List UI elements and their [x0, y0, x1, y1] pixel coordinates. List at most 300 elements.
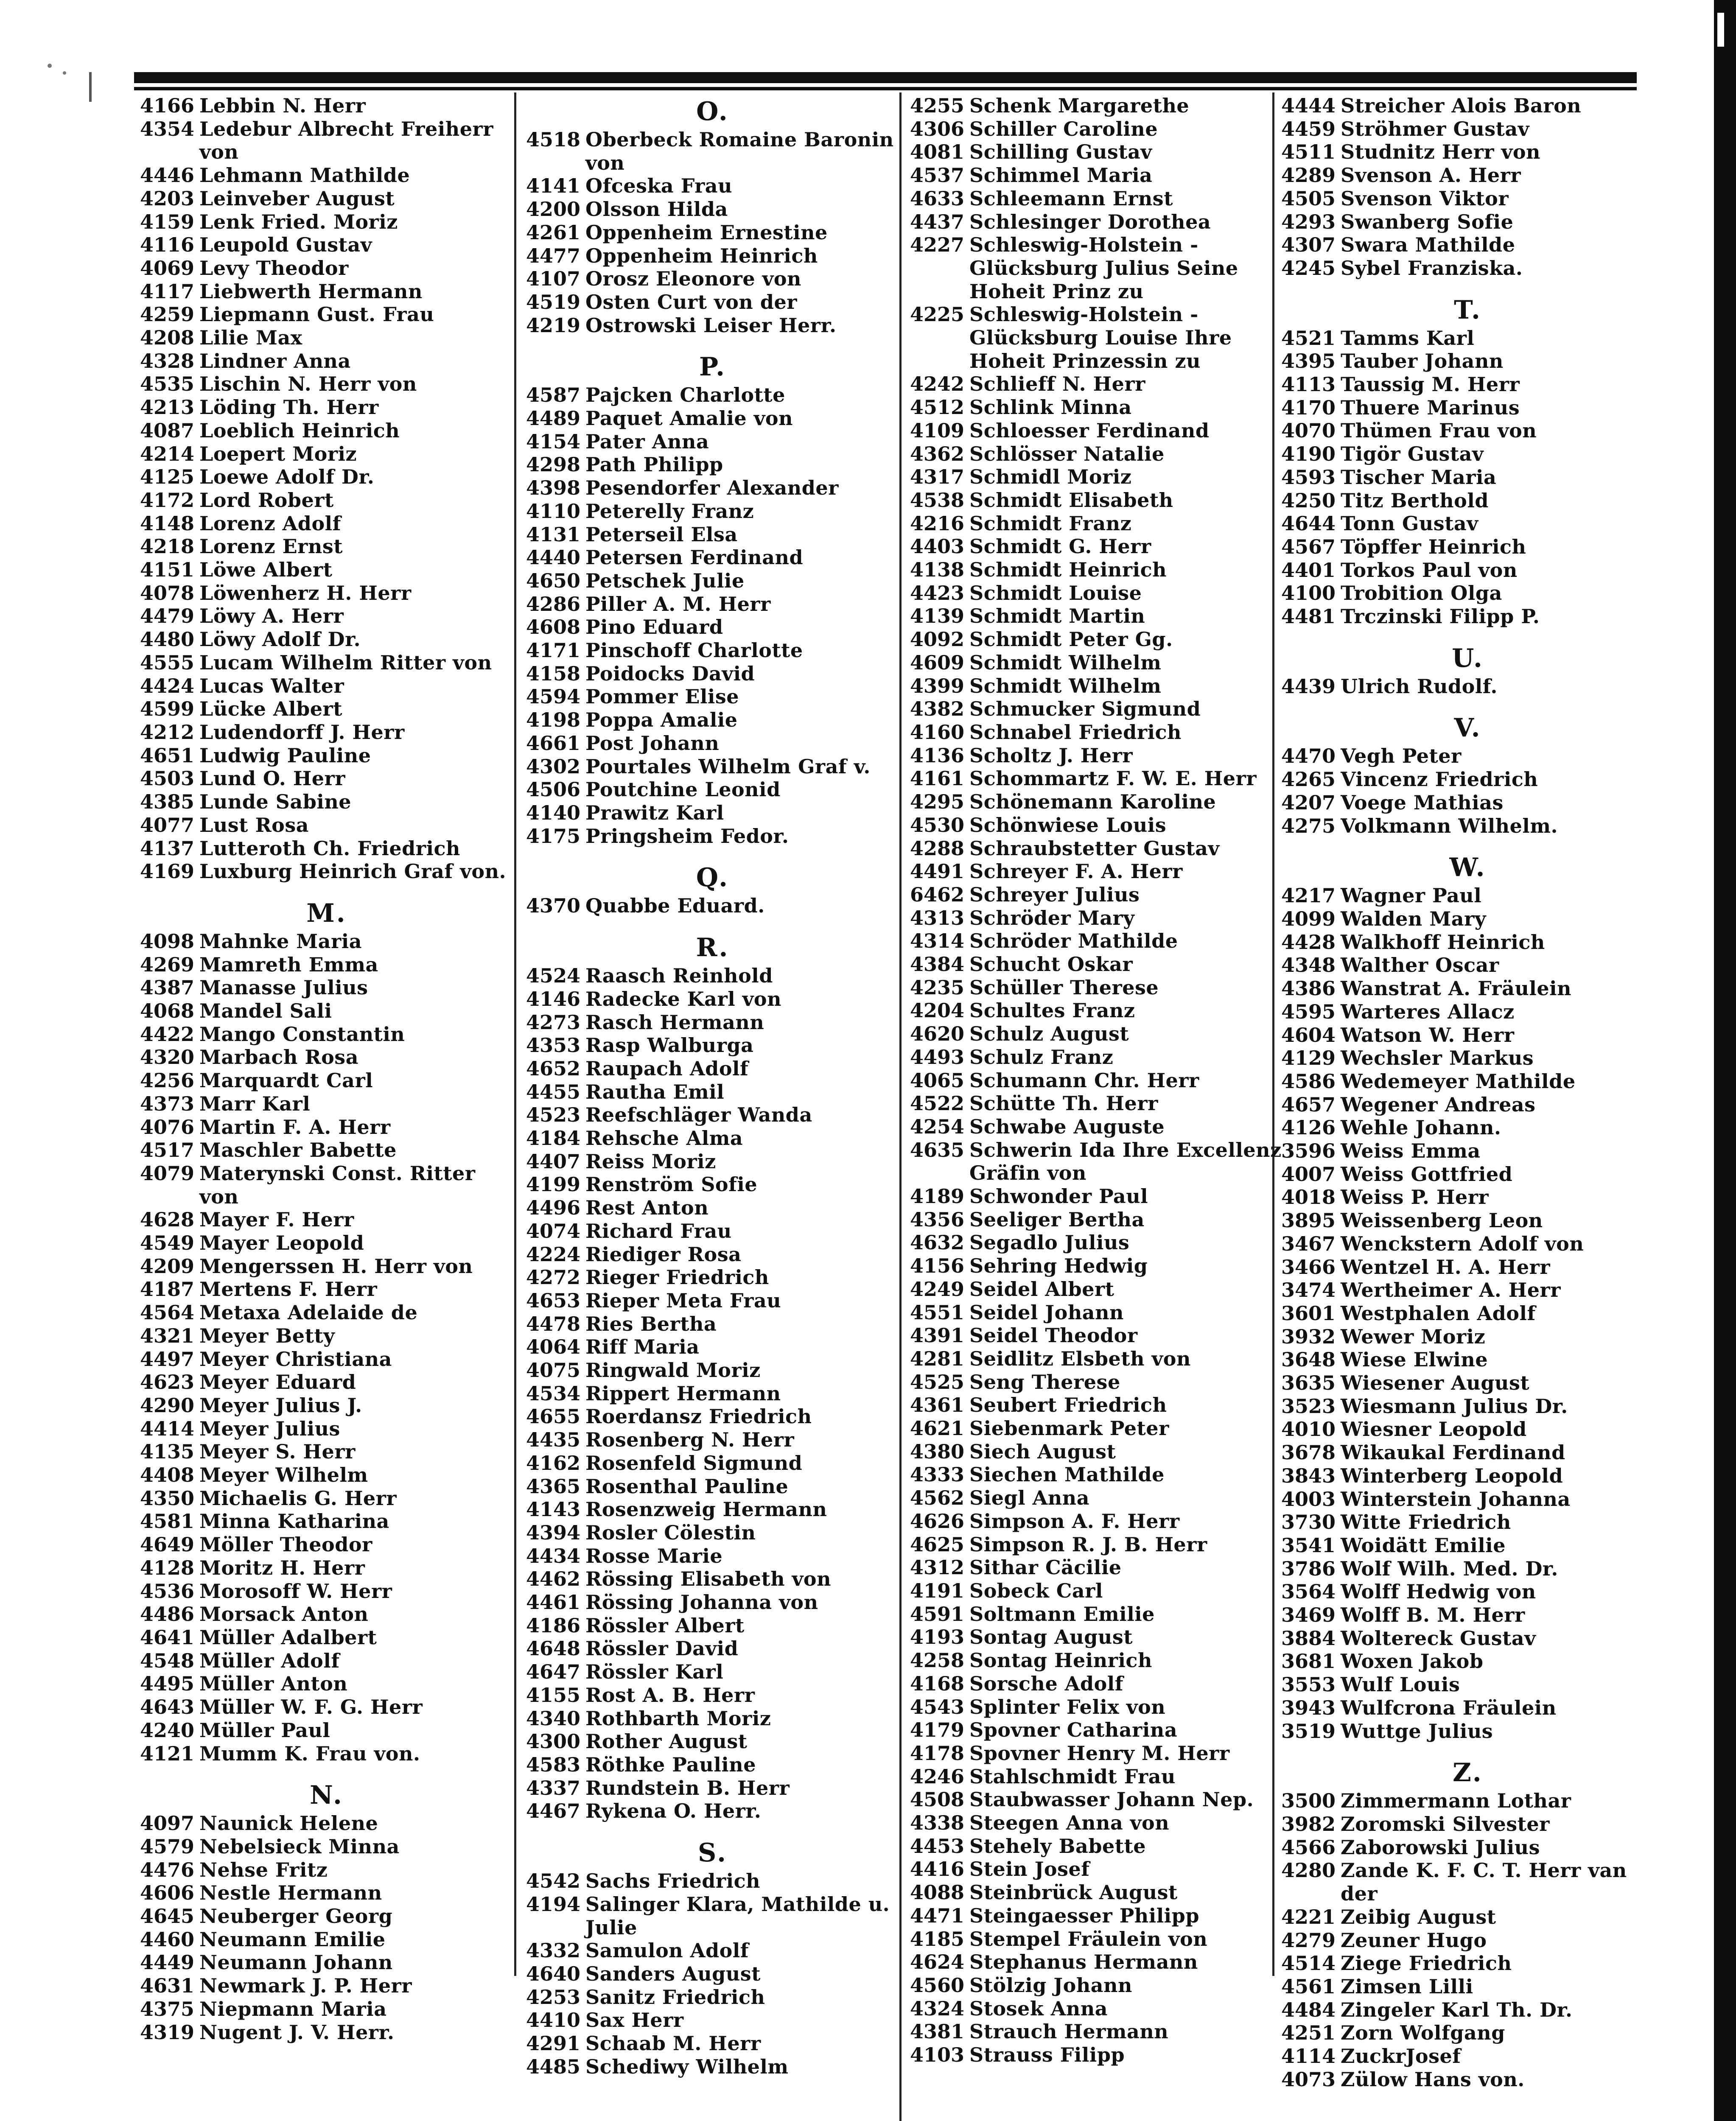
entry-number: 4240 — [140, 1718, 195, 1742]
directory-entry — [910, 1950, 1283, 1974]
directory-entry — [1281, 1371, 1655, 1395]
entry-number: 4207 — [1281, 791, 1336, 814]
directory-entry — [1281, 1696, 1655, 1720]
entry-number: 4116 — [140, 233, 195, 257]
entry-number: 4401 — [1281, 558, 1336, 582]
entry-number: 4204 — [910, 999, 965, 1022]
entry-number: 3553 — [1281, 1673, 1336, 1696]
entry-name: Quabbe Eduard. — [585, 894, 765, 918]
entry-number: 4543 — [910, 1695, 965, 1718]
entry-number: 4079 — [140, 1161, 195, 1185]
entry-number: 4190 — [1281, 442, 1336, 466]
entry-number: 4291 — [526, 2032, 581, 2055]
entry-name: Ofceska Frau — [585, 174, 733, 198]
directory-entry — [526, 1521, 899, 1545]
directory-entry — [526, 314, 899, 337]
entry-number: 3943 — [1281, 1696, 1336, 1719]
entry-number: 4480 — [140, 628, 195, 651]
entry-name: Stölzig Johann — [969, 1973, 1132, 1997]
directory-entry — [140, 164, 513, 187]
directory-entry — [526, 1869, 899, 1893]
entry-number: 4209 — [140, 1254, 195, 1278]
directory-entry — [526, 1034, 899, 1057]
entry-name: Ludwig Pauline — [199, 744, 371, 767]
directory-entry — [140, 1672, 513, 1696]
entry-number: 4064 — [526, 1335, 581, 1359]
entry-number: 4269 — [140, 953, 195, 976]
directory-entry — [910, 140, 1283, 164]
entry-number: 4249 — [910, 1277, 965, 1301]
entry-number: 4143 — [526, 1498, 581, 1521]
directory-entry — [910, 1301, 1283, 1324]
entry-number: 4172 — [140, 488, 195, 512]
entry-number: 3564 — [1281, 1580, 1336, 1603]
entry-number: 3884 — [1281, 1626, 1336, 1650]
directory-entry — [140, 1301, 513, 1324]
entry-number: 4435 — [526, 1428, 581, 1452]
directory-entry — [526, 430, 899, 453]
directory-entry — [910, 1672, 1283, 1696]
entry-number: 4256 — [140, 1069, 195, 1092]
entry-name: Riff Maria — [585, 1335, 700, 1359]
scan-edge-left-mark — [89, 72, 92, 102]
directory-entry — [526, 198, 899, 221]
directory-entry — [526, 1962, 899, 1986]
entry-name: Witte Friedrich — [1341, 1511, 1511, 1534]
entry-number: 4581 — [140, 1510, 195, 1533]
directory-entry — [1281, 257, 1655, 280]
entry-name: Svenson Viktor — [1341, 187, 1509, 210]
entry-number: 4070 — [1281, 419, 1336, 442]
directory-entry — [910, 164, 1283, 187]
entry-name: Wegener Andreas — [1341, 1093, 1536, 1116]
entry-number: 4387 — [140, 976, 195, 999]
entry-number: 4609 — [910, 651, 965, 674]
column-divider — [514, 92, 516, 1976]
directory-entry — [1281, 1139, 1655, 1163]
entry-name: Raasch Reinhold — [585, 964, 773, 988]
entry-name: Rippert Hermann — [585, 1382, 781, 1405]
directory-entry — [526, 1684, 899, 1707]
entry-number: 4300 — [526, 1730, 581, 1753]
entry-number: 4414 — [140, 1417, 195, 1440]
directory-entry — [910, 790, 1283, 814]
entry-number: 4381 — [910, 2020, 965, 2043]
directory-entry — [1281, 373, 1655, 396]
entry-name: Rother August — [585, 1730, 748, 1753]
entry-number: 4319 — [140, 2020, 195, 2044]
directory-entry — [526, 407, 899, 430]
entry-number: 4608 — [526, 616, 581, 639]
entry-number: 4221 — [1281, 1905, 1336, 1928]
entry-number: 4137 — [140, 837, 195, 860]
entry-number: 4317 — [910, 465, 965, 489]
entry-number: 4594 — [526, 685, 581, 708]
directory-entry — [526, 1498, 899, 1521]
entry-name: Lucas Walter — [199, 674, 344, 697]
entry-number: 4403 — [910, 535, 965, 558]
directory-entry — [140, 257, 513, 280]
entry-name: Pino Eduard — [585, 616, 723, 639]
entry-number: 4191 — [910, 1579, 965, 1602]
section-letter: Z. — [1453, 1758, 1483, 1788]
entry-number: 4564 — [140, 1301, 195, 1324]
entry-name: Orosz Eleonore von — [585, 267, 802, 291]
entry-number: 4398 — [526, 476, 581, 500]
directory-entry — [140, 628, 513, 651]
section-letter: T. — [1454, 295, 1482, 325]
section-spacer — [140, 883, 513, 896]
entry-number: 3596 — [1281, 1139, 1336, 1163]
directory-entry — [1281, 489, 1655, 512]
directory-entry — [910, 233, 1283, 303]
entry-number: 4536 — [140, 1579, 195, 1603]
entry-name: Ludendorff J. Herr — [199, 720, 405, 744]
directory-entry — [140, 489, 513, 512]
entry-number: 4224 — [526, 1242, 581, 1266]
scan-edge-right — [1714, 0, 1736, 2121]
directory-entry — [1281, 1929, 1655, 1952]
directory-entry — [1281, 187, 1655, 210]
entry-name: Osten Curt von der — [585, 290, 798, 313]
entry-number: 4633 — [910, 187, 965, 210]
entry-number: 4519 — [526, 290, 581, 313]
entry-name: Rössler Karl — [585, 1660, 724, 1684]
directory-column-3 — [910, 94, 1283, 2121]
entry-number: 4107 — [526, 267, 581, 291]
entry-number: 4356 — [910, 1208, 965, 1231]
directory-entry — [1281, 350, 1655, 373]
directory-entry — [1281, 1093, 1655, 1116]
entry-number: 4161 — [910, 767, 965, 790]
entry-number: 4624 — [910, 1950, 965, 1974]
entry-name: Lunde Sabine — [199, 790, 352, 814]
entry-number: 4481 — [1281, 605, 1336, 628]
entry-name: Ziege Friedrich — [1341, 1952, 1512, 1975]
entry-name: Warteres Allacz — [1341, 1000, 1515, 1023]
entry-number: 4535 — [140, 372, 195, 396]
entry-name: Sybel Franziska. — [1341, 256, 1523, 280]
directory-entry — [910, 419, 1283, 442]
entry-name: Rautha Emil — [585, 1080, 725, 1103]
entry-name: Zeuner Hugo — [1341, 1928, 1487, 1952]
entry-number: 4290 — [140, 1393, 195, 1417]
entry-name: Nugent J. V. Herr. — [199, 2020, 395, 2044]
directory-entry — [526, 1196, 899, 1220]
entry-name: Pourtales Wilhelm Graf v. — [585, 755, 871, 778]
entry-name: Zimmermann Lothar — [1341, 1789, 1571, 1813]
entry-name: Wikaukal Ferdinand — [1341, 1441, 1565, 1464]
directory-entry — [526, 1150, 899, 1173]
directory-entry — [910, 1324, 1283, 1347]
entry-number: 4175 — [526, 824, 581, 848]
directory-entry — [526, 801, 899, 825]
entry-name: Weiss P. Herr — [1341, 1186, 1489, 1209]
entry-name: Segadlo Julius — [969, 1231, 1130, 1254]
entry-name: Tamms Karl — [1341, 326, 1475, 350]
directory-entry — [140, 767, 513, 790]
entry-name: Soltmann Emilie — [969, 1602, 1155, 1626]
entry-number: 4135 — [140, 1440, 195, 1463]
entry-name: Ledebur Albrecht Freiherr von — [199, 117, 493, 164]
entry-name: Weiss Gottfried — [1341, 1162, 1513, 1186]
entry-name: Westphalen Adolf — [1341, 1301, 1536, 1325]
entry-number: 4128 — [140, 1556, 195, 1579]
section-letter: V. — [1454, 713, 1482, 743]
entry-name: Schmidt Wilhelm — [969, 674, 1162, 697]
entry-name: Lorenz Adolf — [199, 512, 341, 535]
entry-number: 4295 — [910, 790, 965, 814]
entry-number: 4168 — [910, 1672, 965, 1695]
entry-name: Swara Mathilde — [1341, 233, 1515, 257]
directory-entry — [910, 1765, 1283, 1788]
entry-name: Mumm K. Frau von. — [199, 1742, 420, 1765]
entry-number: 4293 — [1281, 210, 1336, 233]
directory-entry — [1281, 1232, 1655, 1256]
directory-entry — [1281, 1952, 1655, 1975]
entry-name: Pajcken Charlotte — [585, 383, 785, 407]
directory-entry — [910, 118, 1283, 141]
entry-name: Müller Anton — [199, 1672, 348, 1696]
entry-name: Minna Katharina — [199, 1510, 389, 1533]
directory-entry — [910, 303, 1283, 372]
directory-entry — [140, 1440, 513, 1463]
entry-number: 4273 — [526, 1010, 581, 1034]
entry-name: Path Philipp — [585, 453, 723, 476]
directory-entry — [910, 442, 1283, 466]
entry-name: Schreyer F. A. Herr — [969, 860, 1183, 883]
directory-entry — [910, 1858, 1283, 1881]
entry-name: Schnabel Friedrich — [969, 720, 1182, 744]
entry-number: 4338 — [910, 1811, 965, 1835]
entry-number: 3466 — [1281, 1255, 1336, 1279]
entry-number: 4314 — [910, 929, 965, 953]
directory-entry — [140, 1510, 513, 1533]
entry-number: 4242 — [910, 372, 965, 396]
entry-name: Mahnke Maria — [199, 929, 362, 953]
entry-number: 4003 — [1281, 1487, 1336, 1511]
entry-name: Paquet Amalie von — [585, 407, 793, 430]
directory-entry — [1281, 1836, 1655, 1859]
directory-entry — [526, 1730, 899, 1753]
directory-entry — [1281, 1789, 1655, 1813]
entry-number: 4259 — [140, 303, 195, 326]
entry-name: Zoromski Silvester — [1341, 1813, 1550, 1836]
directory-entry — [1281, 1464, 1655, 1488]
directory-entry — [910, 372, 1283, 396]
entry-name: Schleswig-Holstein - Glücksburg Julius Seine Hoheit Prinz zu — [969, 233, 1238, 303]
entry-number: 4449 — [140, 1951, 195, 1974]
directory-entry — [140, 1812, 513, 1835]
entry-name: Lücke Albert — [199, 697, 343, 721]
entry-number: 4620 — [910, 1022, 965, 1046]
directory-entry — [1281, 1603, 1655, 1627]
entry-name: Lutteroth Ch. Friedrich — [199, 837, 460, 860]
entry-number: 4459 — [1281, 117, 1336, 140]
entry-name: Studnitz Herr von — [1341, 140, 1540, 164]
entry-name: Stempel Fräulein von — [969, 1927, 1208, 1950]
entry-name: Zaborowski Julius — [1341, 1836, 1540, 1859]
entry-name: Riediger Rosa — [585, 1242, 742, 1266]
entry-number: 4517 — [140, 1139, 195, 1162]
directory-entry — [526, 1799, 899, 1823]
directory-entry — [1281, 1720, 1655, 1743]
entry-name: Lucam Wilhelm Ritter von — [199, 651, 492, 674]
entry-number: 4136 — [910, 744, 965, 767]
entry-name: Seeliger Bertha — [969, 1208, 1145, 1231]
directory-entry — [526, 1660, 899, 1684]
directory-entry — [140, 187, 513, 210]
directory-entry — [910, 953, 1283, 976]
entry-number: 4471 — [910, 1904, 965, 1927]
section-letter: U. — [1452, 643, 1484, 673]
entry-number: 4189 — [910, 1185, 965, 1208]
entry-name: Woxen Jakob — [1341, 1650, 1484, 1673]
entry-name: Möller Theodor — [199, 1533, 372, 1556]
entry-number: 4217 — [1281, 884, 1336, 907]
entry-number: 4661 — [526, 731, 581, 755]
directory-entry — [140, 1046, 513, 1069]
column-divider — [899, 92, 902, 2121]
entry-name: Titz Berthold — [1341, 489, 1489, 512]
entry-number: 4250 — [1281, 489, 1336, 512]
entry-name: Marbach Rosa — [199, 1046, 359, 1069]
directory-entry — [140, 976, 513, 999]
directory-entry — [1281, 768, 1655, 791]
entry-name: Streicher Alois Baron — [1341, 94, 1582, 117]
directory-entry — [526, 639, 899, 662]
directory-entry — [140, 1905, 513, 1928]
entry-number: 4422 — [140, 1022, 195, 1046]
entry-number: 4187 — [140, 1278, 195, 1301]
entry-name: Rehsche Alma — [585, 1127, 743, 1150]
entry-name: Müller W. F. G. Herr — [199, 1696, 423, 1719]
entry-name: ZuckrJosef — [1341, 2045, 1461, 2068]
entry-name: Vincenz Friedrich — [1341, 768, 1538, 791]
directory-entry — [910, 999, 1283, 1022]
entry-name: Schüller Therese — [969, 976, 1159, 999]
directory-entry — [910, 674, 1283, 698]
directory-entry — [910, 860, 1283, 883]
directory-entry — [140, 814, 513, 837]
entry-number: 4219 — [526, 313, 581, 337]
entry-number: 3895 — [1281, 1209, 1336, 1232]
entry-name: Leinveber August — [199, 187, 395, 210]
entry-name: Neumann Johann — [199, 1951, 393, 1974]
entry-number: 4548 — [140, 1649, 195, 1672]
directory-entry — [140, 1069, 513, 1092]
entry-number: 4288 — [910, 837, 965, 860]
entry-name: Wulf Louis — [1341, 1673, 1460, 1696]
entry-number: 4446 — [140, 164, 195, 187]
entry-number: 4604 — [1281, 1023, 1336, 1047]
entry-name: Schloesser Ferdinand — [969, 419, 1210, 442]
entry-number: 4586 — [1281, 1069, 1336, 1093]
directory-entry — [1281, 210, 1655, 234]
directory-entry — [526, 1127, 899, 1150]
entry-number: 4523 — [526, 1103, 581, 1127]
directory-entry — [910, 1626, 1283, 1649]
directory-entry — [910, 1417, 1283, 1440]
entry-number: 4069 — [140, 256, 195, 280]
entry-number: 4098 — [140, 929, 195, 953]
directory-entry — [910, 1185, 1283, 1208]
entry-number: 4162 — [526, 1451, 581, 1475]
entry-name: Schulz August — [969, 1022, 1129, 1046]
entry-name: Mango Constantin — [199, 1022, 405, 1046]
entry-number: 4496 — [526, 1196, 581, 1220]
directory-entry — [1281, 1627, 1655, 1650]
entry-name: Zimsen Lilli — [1341, 1975, 1473, 1998]
entry-number: 4281 — [910, 1347, 965, 1370]
entry-name: Pringsheim Fedor. — [585, 824, 789, 848]
directory-entry — [1281, 1813, 1655, 1836]
directory-entry — [140, 442, 513, 466]
section-letter: O. — [696, 97, 729, 126]
entry-name: Ries Bertha — [585, 1312, 717, 1335]
entry-name: Ulrich Rudolf. — [1341, 674, 1498, 698]
entry-name: Töpffer Heinrich — [1341, 535, 1526, 558]
directory-entry — [526, 1428, 899, 1452]
entry-number: 4216 — [910, 512, 965, 535]
entry-number: 4606 — [140, 1881, 195, 1905]
entry-name: Stein Josef — [969, 1858, 1090, 1881]
entry-number: 4141 — [526, 174, 581, 198]
directory-entry — [140, 651, 513, 674]
entry-name: Poidocks David — [585, 662, 755, 685]
entry-name: Meyer Betty — [199, 1324, 335, 1347]
directory-entry — [1281, 744, 1655, 768]
entry-number: 4621 — [910, 1417, 965, 1440]
directory-entry — [1281, 233, 1655, 257]
entry-name: Sontag August — [969, 1626, 1133, 1649]
entry-name: Rosse Marie — [585, 1544, 723, 1567]
entry-name: Mandel Sali — [199, 999, 332, 1023]
entry-name: Schmidt Heinrich — [969, 558, 1167, 582]
directory-entry — [140, 1463, 513, 1487]
directory-entry — [910, 1696, 1283, 1719]
entry-name: Siebenmark Peter — [969, 1417, 1169, 1440]
entry-number: 4551 — [910, 1301, 965, 1324]
entry-number: 4437 — [910, 210, 965, 233]
entry-number: 4194 — [526, 1892, 581, 1916]
directory-entry — [910, 1904, 1283, 1928]
entry-name: Siegl Anna — [969, 1486, 1089, 1510]
directory-entry — [526, 593, 899, 616]
entry-name: Salinger Klara, Mathilde u. Julie — [585, 1892, 890, 1939]
entry-number: 3500 — [1281, 1789, 1336, 1813]
section-spacer — [140, 1765, 513, 1778]
entry-number: 4561 — [1281, 1975, 1336, 1998]
directory-entry — [910, 1278, 1283, 1301]
directory-entry — [140, 1278, 513, 1301]
entry-number: 4254 — [910, 1115, 965, 1138]
directory-entry — [910, 628, 1283, 651]
directory-entry — [1281, 1325, 1655, 1349]
directory-entry — [140, 1231, 513, 1255]
entry-number: 4179 — [910, 1718, 965, 1742]
directory-entry — [1281, 1070, 1655, 1093]
entry-name: Neuberger Georg — [199, 1905, 393, 1928]
entry-number: 3635 — [1281, 1371, 1336, 1395]
entry-number: 3678 — [1281, 1441, 1336, 1464]
entry-number: 4255 — [910, 94, 965, 117]
directory-entry — [526, 732, 899, 755]
section-letter: M. — [306, 898, 347, 928]
entry-name: Steegen Anna von — [969, 1811, 1170, 1835]
directory-entry — [140, 1092, 513, 1116]
entry-name: Ströhmer Gustav — [1341, 117, 1529, 140]
